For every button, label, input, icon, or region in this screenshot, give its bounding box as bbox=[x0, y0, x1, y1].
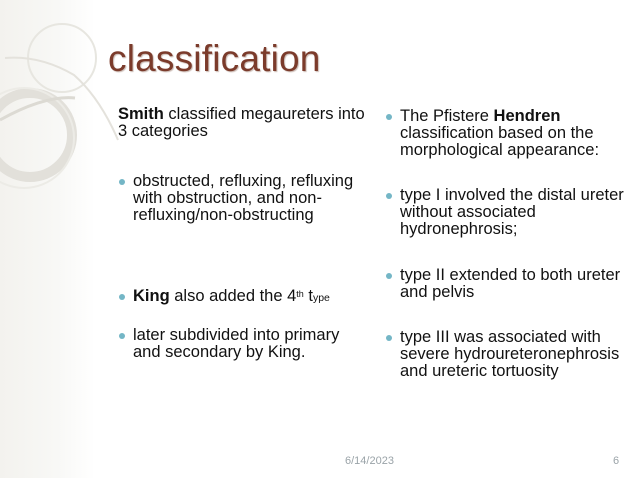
right-item-4-text: type III was associated with severe hydroureteronephrosis and ureteric tortuosity bbox=[400, 328, 620, 380]
page-number: 6 bbox=[613, 455, 620, 467]
decorative-circles bbox=[0, 0, 120, 200]
slide-title: classification bbox=[108, 38, 321, 79]
left-item-1-text: classified megaureters into 3 categories bbox=[118, 105, 365, 140]
footer-date: 6/14/2023 bbox=[345, 455, 394, 467]
right-item-3-text: type II extended to both ureter and pelvis bbox=[400, 266, 621, 301]
left-item-4 bbox=[133, 327, 353, 361]
right-item-1-pre: The Pfistere bbox=[400, 107, 494, 125]
hendren-bold: Hendren bbox=[493, 107, 561, 125]
right-item-1-rest: classification based on the morphological appearance: bbox=[400, 124, 600, 159]
smith-bold: Smith bbox=[118, 105, 164, 123]
right-item-3 bbox=[400, 267, 625, 301]
left-item-3-text: also added the 4 bbox=[169, 287, 297, 305]
left-item-4-text: later subdivided into primary and secondary by King. bbox=[133, 326, 340, 361]
right-item-2-text: type I involved the distal ureter without associated hydronephrosis; bbox=[400, 186, 624, 238]
left-item-3-t: t bbox=[303, 287, 313, 305]
left-item-1 bbox=[118, 106, 368, 140]
king-bold: King bbox=[133, 287, 170, 305]
right-item-2 bbox=[400, 187, 625, 238]
left-item-2-text: obstructed, refluxing, refluxing with obstruction, and non-refluxing/non-obstructing bbox=[133, 172, 354, 224]
left-item-3 bbox=[133, 288, 383, 307]
left-item-3-small: ype bbox=[312, 292, 330, 304]
right-item-4 bbox=[400, 329, 625, 380]
superscript-th: th bbox=[296, 289, 304, 299]
left-item-2 bbox=[133, 173, 363, 224]
right-item-1 bbox=[400, 108, 625, 159]
